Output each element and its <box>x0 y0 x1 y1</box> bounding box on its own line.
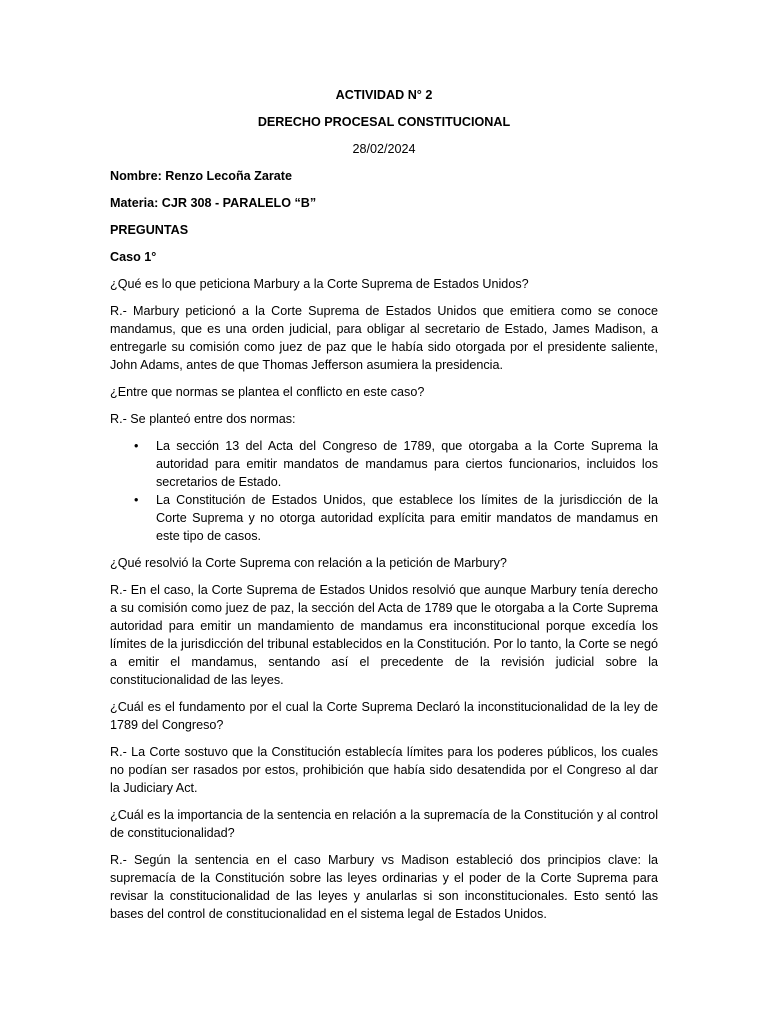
document-body <box>110 86 658 932</box>
question-1: ¿Qué es lo que peticiona Marbury a la Corte Suprema de Estados Unidos? <box>110 277 529 291</box>
question-5: ¿Cuál es la importancia de la sentencia en relación a la supremacía de la Constitución y al control de constitucionalidad? <box>110 808 658 840</box>
subject-line: Materia: CJR 308 - PARALELO “B” <box>110 196 317 210</box>
question-2: ¿Entre que normas se plantea el conflicto en este caso? <box>110 385 425 399</box>
section-heading: PREGUNTAS <box>110 223 189 237</box>
bullet-icon: • <box>134 439 139 453</box>
list-item-text: La Constitución de Estados Unidos, que establece los límites de la jurisdicción de la Corte Suprema y no otorga autoridad explícita para emitir mandatos de mandamus en este tipo de casos. <box>156 493 658 543</box>
question-4: ¿Cuál es el fundamento por el cual la Corte Suprema Declaró la inconstitucionalidad de la ley de 1789 del Congreso? <box>110 700 658 732</box>
document-date: 28/02/2024 <box>352 142 416 156</box>
answer-2-list <box>110 437 658 545</box>
document-title: ACTIVIDAD N° 2 <box>335 88 433 102</box>
answer-1: R.- Marbury peticionó a la Corte Suprema de Estados Unidos que emitiera como se conoce mandamus, que es una orden judicial, para obligar al secretario de Estado, James Madison, a entregarle su comisión como juez de paz que le había sido otorgada por el presidente saliente, John Adams, antes de que Thomas Jefferson asumiera la presidencia. <box>110 304 658 372</box>
answer-2: R.- Se planteó entre dos normas: <box>110 412 296 426</box>
document-subtitle: DERECHO PROCESAL CONSTITUCIONAL <box>257 115 511 129</box>
answer-5: R.- Según la sentencia en el caso Marbury vs Madison estableció dos principios clave: la supremacía de la Constitución sobre las leyes ordinarias y el poder de la Corte Suprema para revisar la constitucionalidad de las leyes y anularlas si son inconstitucionales. Esto sentó las bases del control de constitucionalidad en el sistema legal de Estados Unidos. <box>110 853 658 921</box>
answer-3: R.- En el caso, la Corte Suprema de Estados Unidos resolvió que aunque Marbury tenía derecho a su comisión como juez de paz, la sección del Acta de 1789 que le otorgaba a la Corte Suprema autoridad para emitir un mandamiento de mandamus era inconstitucional porque excedía los límites de la jurisdicción del tribunal establecidos en la Constitución. Por lo tanto, la Corte se negó a emitir el mandamus, sentando así el precedente de la revisión judicial sobre la constitucionalidad de las leyes. <box>110 583 658 687</box>
question-3: ¿Qué resolvió la Corte Suprema con relación a la petición de Marbury? <box>110 556 507 570</box>
case-heading: Caso 1° <box>110 250 157 264</box>
list-item <box>134 491 658 545</box>
student-name: Nombre: Renzo Lecoña Zarate <box>110 169 292 183</box>
list-item-text: La sección 13 del Acta del Congreso de 1789, que otorgaba a la Corte Suprema la autoridad para emitir mandatos de mandamus para ciertos funcionarios, incluidos los secretarios de Estado. <box>156 439 658 489</box>
list-item <box>134 437 658 491</box>
bullet-icon: • <box>134 493 139 507</box>
answer-4: R.- La Corte sostuvo que la Constitución establecía límites para los poderes públicos, los cuales no podían ser rasados por estos, prohibición que había sido desatendida por el Congreso al dar la Judiciary Act. <box>110 745 658 795</box>
